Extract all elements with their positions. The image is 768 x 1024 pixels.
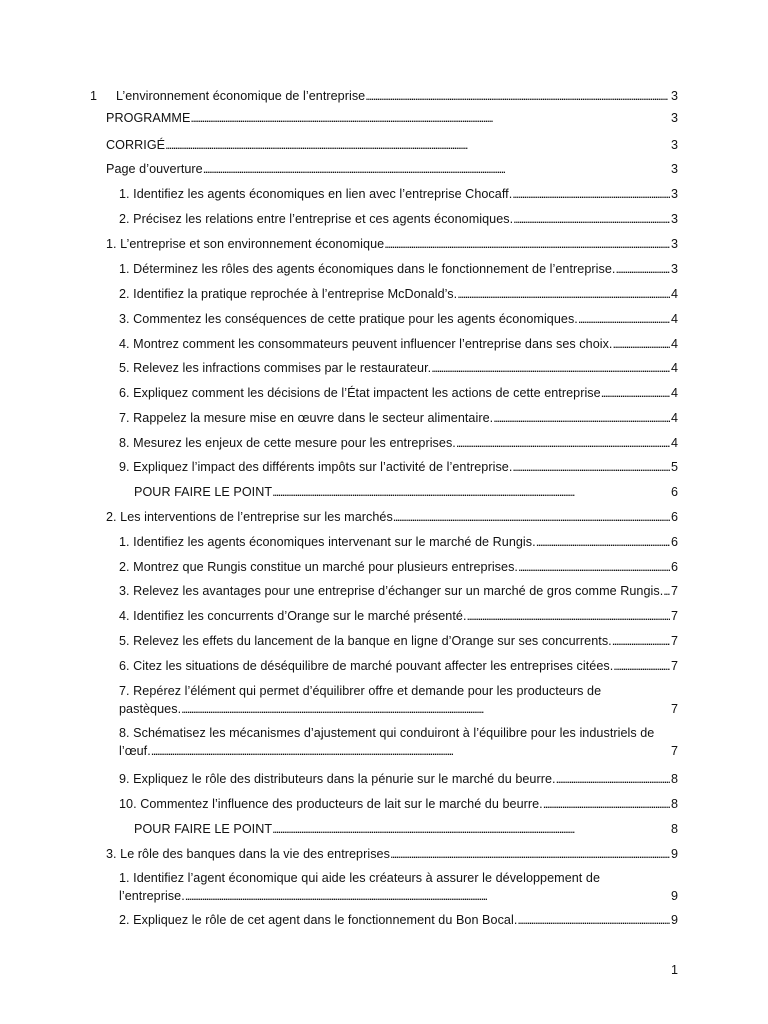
toc-entry-text: 10. Commentez l’influence des producteurs de lait sur le marché du beurre.	[119, 797, 543, 811]
toc-entry[interactable]	[119, 682, 678, 718]
toc-entry-text: CORRIGÉ	[106, 138, 166, 152]
toc-page-number: 4	[670, 287, 678, 301]
toc-page-number: 6	[670, 535, 678, 549]
dot-leader	[431, 359, 670, 377]
toc-page-number: 7	[670, 634, 678, 648]
dot-leader	[615, 260, 670, 278]
toc-entry-text: 4. Identifiez les concurrents d’Orange sur le marché présenté.	[119, 609, 467, 623]
toc-page-number: 3	[670, 162, 678, 176]
dot-leader	[513, 210, 670, 228]
toc-entry-text: 4. Montrez comment les consommateurs peuvent influencer l’entreprise dans ses choix.	[119, 337, 613, 351]
toc-page-number: 3	[670, 89, 678, 103]
toc-entry-text: 7. Rappelez la mesure mise en œuvre dans le secteur alimentaire.	[119, 411, 494, 425]
toc-entry[interactable]	[134, 483, 678, 501]
toc-page-number: 4	[670, 386, 678, 400]
toc-entry-text: 9. Expliquez l’impact des différents impôts sur l’activité de l’entreprise.	[119, 460, 513, 474]
toc-entry[interactable]	[119, 335, 678, 353]
toc-page-number: 3	[670, 111, 678, 125]
toc-entry-text: l’œuf.	[119, 744, 151, 758]
toc-page-number: 7	[670, 584, 678, 598]
toc-entry[interactable]	[119, 384, 678, 402]
page-number: 1	[670, 963, 678, 977]
toc-page-number: 3	[670, 237, 678, 251]
dot-leader	[384, 235, 670, 253]
toc-entry-text: 5. Relevez les infractions commises par le restaurateur.	[119, 361, 432, 375]
toc-page-number: 4	[670, 337, 678, 351]
toc-entry-text: 2. Les interventions de l’entreprise sur les marchés	[106, 510, 393, 524]
toc-page-number: 7	[670, 659, 678, 673]
toc-page-number: 9	[670, 847, 678, 861]
toc-page-number: 4	[670, 361, 678, 375]
dot-leader	[390, 845, 670, 863]
toc-page-number: 8	[670, 822, 678, 836]
toc-entry-text: pastèques.	[119, 702, 182, 716]
toc-entry[interactable]	[106, 136, 678, 154]
toc-entry-text: 3. Le rôle des banques dans la vie des entreprises	[106, 847, 390, 861]
dot-leader	[457, 285, 670, 303]
toc-entry[interactable]	[119, 458, 678, 476]
dot-leader	[517, 911, 670, 929]
toc-entry[interactable]	[119, 582, 678, 600]
toc-entry-text: 9. Expliquez le rôle des distributeurs dans la pénurie sur le marché du beurre.	[119, 772, 556, 786]
toc-page-number: 7	[670, 702, 678, 716]
dot-leader	[512, 458, 670, 476]
toc-entry[interactable]	[119, 657, 678, 675]
dot-leader	[613, 657, 670, 675]
toc-entry[interactable]	[119, 607, 678, 625]
toc-page-number: 8	[670, 772, 678, 786]
dot-leader	[456, 434, 670, 452]
toc-entry-text: Page d’ouverture	[106, 162, 203, 176]
toc-page-number: 9	[670, 913, 678, 927]
toc-entry[interactable]	[119, 434, 678, 452]
dot-leader	[601, 384, 670, 402]
toc-entry-text: PROGRAMME	[106, 111, 191, 125]
toc-entry[interactable]	[119, 795, 678, 813]
toc-entry[interactable]	[119, 210, 678, 228]
dot-leader	[467, 607, 670, 625]
toc-entry-text: 1. L’entreprise et son environnement économique	[106, 237, 385, 251]
dot-leader	[272, 483, 670, 501]
toc-page-number: 6	[670, 485, 678, 499]
toc-entry[interactable]	[106, 508, 678, 526]
dot-leader	[151, 742, 670, 760]
dot-leader	[393, 508, 670, 526]
dot-leader	[556, 770, 670, 788]
dot-leader	[512, 185, 670, 203]
toc-entry[interactable]	[119, 310, 678, 328]
toc-entry[interactable]	[119, 724, 678, 760]
dot-leader	[518, 558, 670, 576]
dot-leader	[578, 310, 670, 328]
toc-entry[interactable]	[119, 260, 678, 278]
toc-entry-text: 8. Mesurez les enjeux de cette mesure pour les entreprises.	[119, 436, 456, 450]
toc-entry-text: L’environnement économique de l’entreprise	[116, 89, 366, 103]
dot-leader	[493, 409, 670, 427]
toc-entry-text: l’entreprise.	[119, 889, 185, 903]
toc-entry-text: 6. Expliquez comment les décisions de l’État impactent les actions de cette entreprise	[119, 386, 601, 400]
toc-entry-text: 7. Repérez l’élément qui permet d’équilibrer offre et demande pour les producteurs de	[119, 684, 602, 698]
dot-leader	[203, 160, 670, 178]
toc-entry[interactable]	[106, 160, 678, 178]
toc-chapter-number: 1	[90, 89, 98, 103]
toc-page-number: 3	[670, 262, 678, 276]
toc-entry-text: 1. Identifiez l’agent économique qui aide les créateurs à assurer le développement de	[119, 871, 601, 885]
dot-leader	[663, 582, 670, 600]
toc-entry-text: 1. Identifiez les agents économiques intervenant sur le marché de Rungis.	[119, 535, 536, 549]
toc-page-number: 4	[670, 436, 678, 450]
dot-leader	[365, 87, 670, 105]
dot-leader	[165, 136, 670, 154]
toc-page-number: 6	[670, 560, 678, 574]
toc-page-number: 6	[670, 510, 678, 524]
toc-entry-text: 8. Schématisez les mécanismes d’ajustement qui conduiront à l’équilibre pour les industriels de	[119, 726, 655, 740]
toc-page-number: 3	[670, 138, 678, 152]
toc-entry[interactable]	[119, 359, 678, 377]
toc-page-number: 8	[670, 797, 678, 811]
toc-entry-text: 2. Expliquez le rôle de cet agent dans le fonctionnement du Bon Bocal.	[119, 913, 518, 927]
dot-leader	[612, 632, 670, 650]
dot-leader	[181, 700, 670, 718]
toc-page-number: 4	[670, 411, 678, 425]
toc-entry-text: 6. Citez les situations de déséquilibre de marché pouvant affecter les entreprises citées.	[119, 659, 614, 673]
toc-entry[interactable]	[119, 285, 678, 303]
toc-entry[interactable]	[106, 235, 678, 253]
toc-entry[interactable]	[106, 845, 678, 863]
toc-entry[interactable]	[119, 533, 678, 551]
toc-entry-text: POUR FAIRE LE POINT	[134, 822, 273, 836]
toc-entry[interactable]	[119, 869, 678, 905]
dot-leader	[272, 820, 670, 838]
toc-entry[interactable]	[119, 770, 678, 788]
toc-entry-text: 1. Déterminez les rôles des agents économiques dans le fonctionnement de l’entreprise.	[119, 262, 616, 276]
dot-leader	[536, 533, 670, 551]
dot-leader	[613, 335, 670, 353]
toc-entry-text: 2. Identifiez la pratique reprochée à l’entreprise McDonald’s.	[119, 287, 458, 301]
toc-entry[interactable]	[119, 558, 678, 576]
toc-entry[interactable]	[90, 87, 678, 105]
toc-page-number: 7	[670, 609, 678, 623]
dot-leader	[185, 887, 670, 905]
toc-entry-text: 3. Relevez les avantages pour une entreprise d’échanger sur un marché de gros comme Rungis.	[119, 584, 664, 598]
toc-entry[interactable]	[106, 109, 678, 127]
dot-leader	[543, 795, 670, 813]
toc-entry[interactable]	[119, 911, 678, 929]
toc-entry-text: POUR FAIRE LE POINT	[134, 485, 273, 499]
toc-entry-text: 3. Commentez les conséquences de cette pratique pour les agents économiques.	[119, 312, 578, 326]
toc-page-number: 7	[670, 744, 678, 758]
toc-entry[interactable]	[119, 632, 678, 650]
toc-entry-text: 1. Identifiez les agents économiques en lien avec l’entreprise Chocaff.	[119, 187, 513, 201]
toc-entry[interactable]	[134, 820, 678, 838]
toc-entry-text: 5. Relevez les effets du lancement de la banque en ligne d’Orange sur ses concurrents.	[119, 634, 612, 648]
toc-entry-text: 2. Précisez les relations entre l’entreprise et ces agents économiques.	[119, 212, 514, 226]
toc-page-number: 3	[670, 187, 678, 201]
toc-entry-text: 2. Montrez que Rungis constitue un marché pour plusieurs entreprises.	[119, 560, 518, 574]
toc-page-number: 4	[670, 312, 678, 326]
toc-entry[interactable]	[119, 185, 678, 203]
toc-entry[interactable]	[119, 409, 678, 427]
dot-leader	[190, 109, 670, 127]
toc-page-number: 3	[670, 212, 678, 226]
toc-page-number: 9	[670, 889, 678, 903]
toc-page-number: 5	[670, 460, 678, 474]
